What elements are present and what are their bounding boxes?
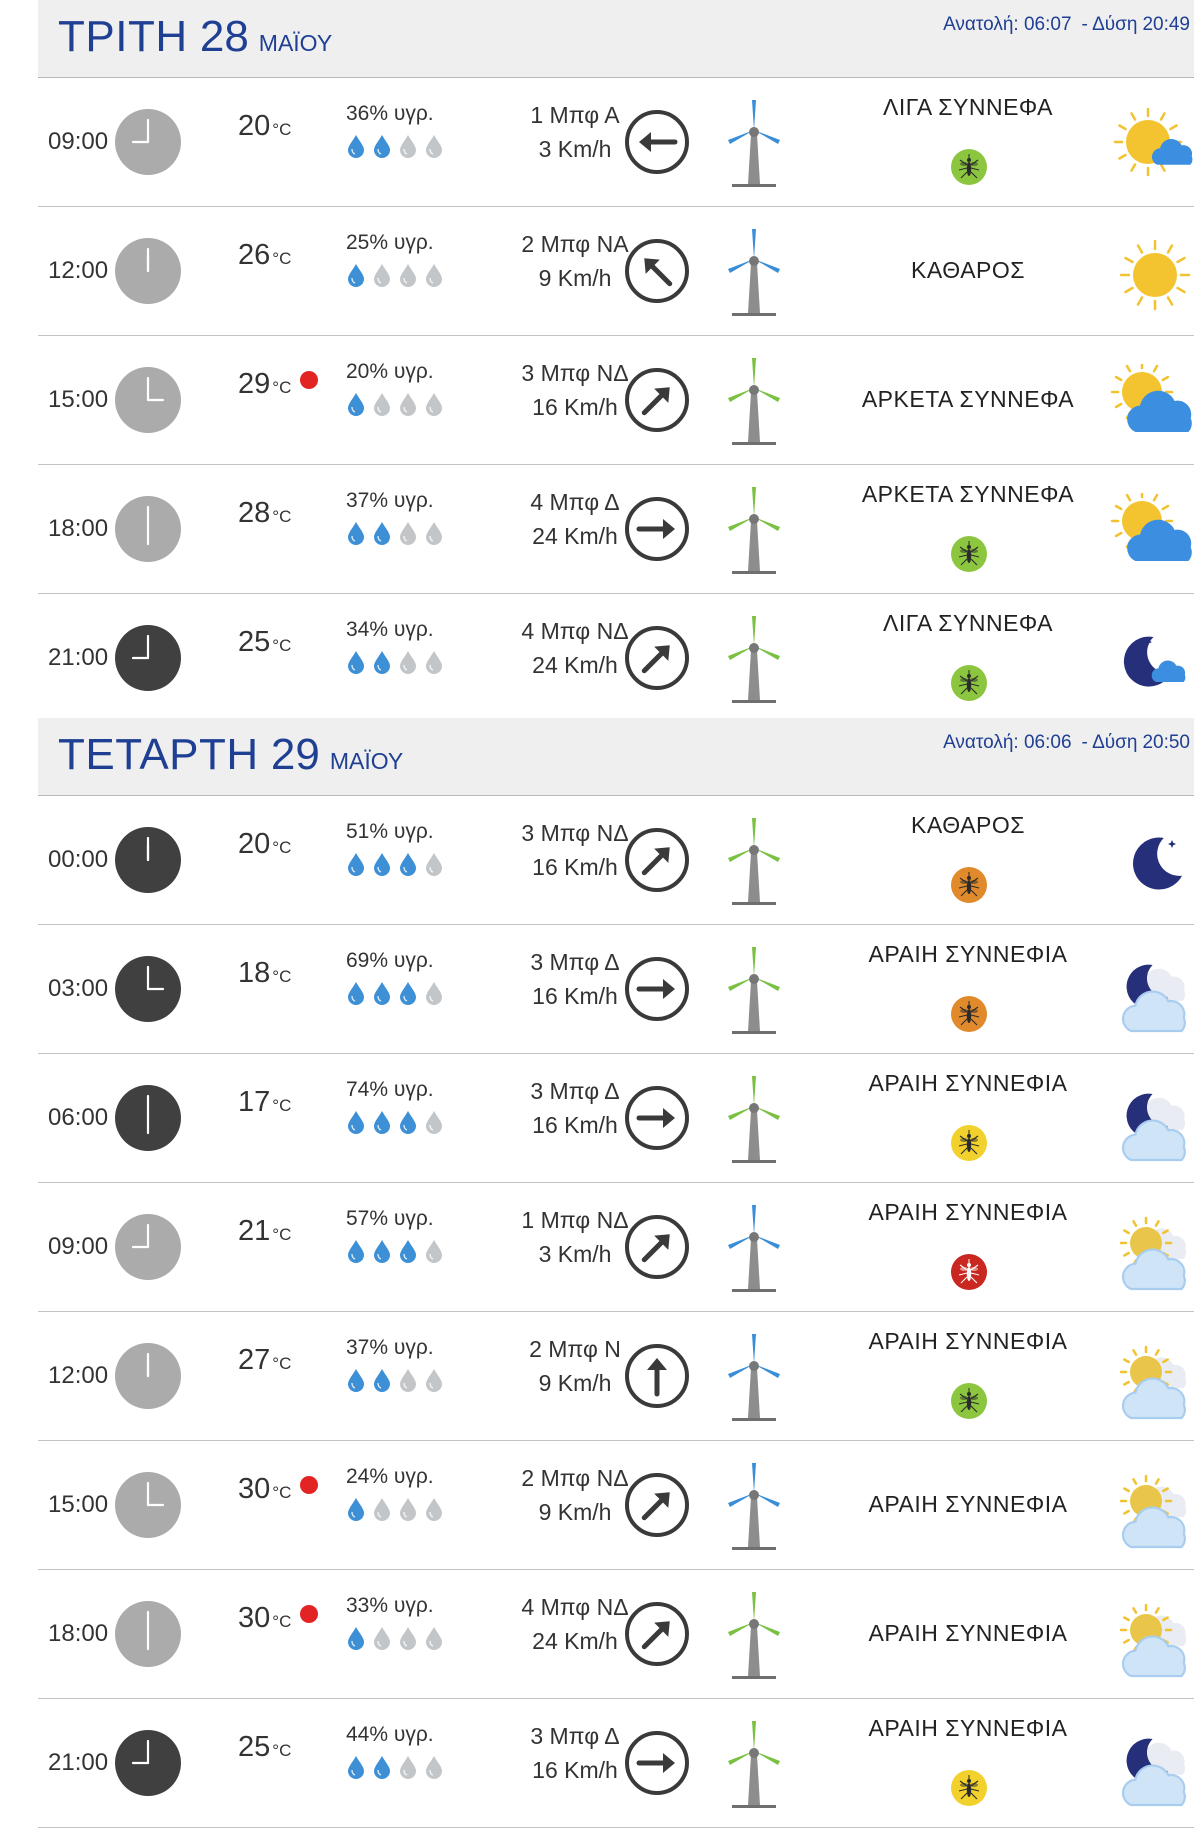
day-month: ΜΑΪΟΥ — [258, 30, 333, 56]
clock-icon — [114, 1342, 182, 1410]
wind-direction-arrow-icon — [623, 955, 691, 1023]
water-drop-icon — [346, 1368, 366, 1392]
temperature-value: 28 — [238, 497, 271, 529]
wind-speed: 24 Km/h — [532, 1628, 618, 1654]
humidity-text: 25% υγρ. — [346, 231, 434, 254]
moon-haze-cloud-icon — [1110, 1727, 1200, 1807]
water-drop-icon — [424, 263, 444, 287]
row-time: 21:00 — [48, 1749, 109, 1776]
water-drop-icon — [346, 521, 366, 545]
humidity-text: 44% υγρ. — [346, 1723, 434, 1746]
forecast-row[interactable] — [38, 207, 1194, 336]
humidity-text: 33% υγρ. — [346, 1594, 434, 1617]
humidity — [346, 949, 476, 1005]
row-time: 15:00 — [48, 386, 109, 413]
water-drop-icon — [424, 1368, 444, 1392]
clock-icon — [114, 366, 182, 434]
mosquito-icon — [950, 1124, 988, 1162]
humidity-text: 57% υγρ. — [346, 1207, 434, 1230]
wind-speed: 9 Km/h — [538, 265, 612, 291]
temperature — [238, 239, 291, 272]
wind-speed: 9 Km/h — [538, 1370, 612, 1396]
day-number: 28 — [199, 12, 249, 61]
forecast-row[interactable] — [38, 465, 1194, 594]
clock-icon — [114, 955, 182, 1023]
water-drop-icon — [372, 1368, 392, 1392]
mosquito-icon — [950, 866, 988, 904]
wind-beaufort: 4 Μπφ ΝΔ — [521, 1594, 629, 1620]
clock-icon — [114, 1729, 182, 1797]
wind-turbine-icon — [718, 225, 790, 319]
forecast-row[interactable] — [38, 925, 1194, 1054]
heat-alert-dot-icon — [300, 371, 318, 389]
humidity-text: 36% υγρ. — [346, 102, 434, 125]
sun-times — [943, 732, 1190, 754]
humidity-text: 74% υγρ. — [346, 1078, 434, 1101]
water-drop-icon — [398, 1368, 418, 1392]
mosquito-icon — [950, 1769, 988, 1807]
heat-alert-dot-icon — [300, 1605, 318, 1623]
row-time: 15:00 — [48, 1491, 109, 1518]
sun-times — [943, 14, 1190, 36]
temperature-unit: °C — [272, 838, 292, 857]
wind-turbine-icon — [718, 96, 790, 190]
water-drop-icon — [372, 1497, 392, 1521]
weather-description: ΑΡΑΙΗ ΣΥΝΝΕΦΙΑ — [868, 941, 1068, 967]
mosquito-icon — [950, 1382, 988, 1420]
temperature-unit: °C — [272, 1354, 292, 1373]
row-time: 00:00 — [48, 846, 109, 873]
day-title — [58, 730, 403, 780]
temperature — [238, 1344, 291, 1377]
water-drop-icon — [372, 263, 392, 287]
clock-icon — [114, 237, 182, 305]
wind-speed: 24 Km/h — [532, 523, 618, 549]
temperature — [238, 957, 291, 990]
humidity — [346, 1465, 476, 1521]
weather-description: ΑΡΑΙΗ ΣΥΝΝΕΦΙΑ — [868, 1199, 1068, 1225]
sunrise-label: Ανατολή: — [943, 732, 1019, 753]
sun-haze-cloud-icon — [1110, 1211, 1200, 1291]
temperature — [238, 497, 291, 530]
humidity — [346, 1078, 476, 1134]
temperature — [238, 1473, 291, 1506]
forecast-row[interactable] — [38, 1054, 1194, 1183]
day-header — [38, 718, 1194, 796]
water-drop-icon — [424, 134, 444, 158]
temperature-value: 17 — [238, 1086, 271, 1118]
wind-turbine-icon — [718, 1330, 790, 1424]
temperature-value: 20 — [238, 828, 271, 860]
humidity-drops — [346, 981, 476, 1005]
water-drop-icon — [424, 392, 444, 416]
moon-haze-cloud-icon — [1110, 1082, 1200, 1162]
mosquito-icon — [950, 664, 988, 702]
sun-haze-cloud-icon — [1110, 1598, 1200, 1678]
humidity-drops — [346, 1368, 476, 1392]
row-time: 18:00 — [48, 515, 109, 542]
water-drop-icon — [424, 1239, 444, 1263]
forecast-row[interactable] — [38, 1570, 1194, 1699]
humidity-drops — [346, 263, 476, 287]
wind-beaufort: 1 Μπφ ΝΔ — [521, 1207, 629, 1233]
humidity-text: 34% υγρ. — [346, 618, 434, 641]
weather-description: ΑΡΑΙΗ ΣΥΝΝΕΦΙΑ — [868, 1715, 1068, 1741]
temperature-value: 20 — [238, 110, 271, 142]
temperature-value: 27 — [238, 1344, 271, 1376]
wind-beaufort: 3 Μπφ ΝΔ — [521, 820, 629, 846]
forecast-row[interactable] — [38, 336, 1194, 465]
temperature-unit: °C — [272, 249, 292, 268]
water-drop-icon — [372, 1755, 392, 1779]
temperature-value: 30 — [238, 1602, 271, 1634]
water-drop-icon — [346, 981, 366, 1005]
temperature-unit: °C — [272, 1741, 292, 1760]
wind-direction-arrow-icon — [623, 237, 691, 305]
humidity-drops — [346, 1626, 476, 1650]
temperature-unit: °C — [272, 1096, 292, 1115]
humidity — [346, 820, 476, 876]
water-drop-icon — [346, 1755, 366, 1779]
clock-icon — [114, 1471, 182, 1539]
temperature-unit: °C — [272, 1225, 292, 1244]
humidity — [346, 618, 476, 674]
mosquito-icon — [950, 535, 988, 573]
wind-turbine-icon — [718, 814, 790, 908]
water-drop-icon — [346, 392, 366, 416]
clock-icon — [114, 108, 182, 176]
temperature-value: 30 — [238, 1473, 271, 1505]
row-time: 06:00 — [48, 1104, 109, 1131]
humidity-drops — [346, 1110, 476, 1134]
water-drop-icon — [372, 1239, 392, 1263]
humidity-drops — [346, 134, 476, 158]
wind-speed: 24 Km/h — [532, 652, 618, 678]
temperature-unit: °C — [272, 1483, 292, 1502]
water-drop-icon — [346, 1239, 366, 1263]
wind-direction-arrow-icon — [623, 624, 691, 692]
temperature-unit: °C — [272, 378, 292, 397]
humidity — [346, 1594, 476, 1650]
day-section — [38, 0, 1194, 723]
wind-beaufort: 4 Μπφ ΝΔ — [521, 618, 629, 644]
sun-big-cloud-icon — [1110, 493, 1200, 573]
wind-beaufort: 3 Μπφ Δ — [530, 1078, 620, 1104]
sun-haze-cloud-icon — [1110, 1469, 1200, 1549]
wind-direction-arrow-icon — [623, 1600, 691, 1668]
day-month: ΜΑΪΟΥ — [329, 748, 404, 774]
water-drop-icon — [372, 1110, 392, 1134]
wind-beaufort: 2 Μπφ ΝΔ — [521, 1465, 629, 1491]
day-number: 29 — [270, 730, 320, 779]
wind-turbine-icon — [718, 1588, 790, 1682]
water-drop-icon — [424, 1626, 444, 1650]
sun-icon — [1110, 235, 1200, 315]
water-drop-icon — [398, 1755, 418, 1779]
wind-turbine-icon — [718, 483, 790, 577]
weather-description: ΑΡΑΙΗ ΣΥΝΝΕΦΙΑ — [868, 1328, 1068, 1354]
humidity-text: 24% υγρ. — [346, 1465, 434, 1488]
water-drop-icon — [424, 650, 444, 674]
weather-description: ΑΡΑΙΗ ΣΥΝΝΕΦΙΑ — [868, 1620, 1068, 1646]
wind-direction-arrow-icon — [623, 1084, 691, 1152]
wind-direction-arrow-icon — [623, 826, 691, 894]
sunset-label: - Δύση — [1081, 732, 1138, 753]
sunset-label: - Δύση — [1081, 14, 1138, 35]
wind-speed: 16 Km/h — [532, 1757, 618, 1783]
temperature — [238, 110, 291, 143]
water-drop-icon — [424, 1755, 444, 1779]
heat-alert-dot-icon — [300, 1476, 318, 1494]
water-drop-icon — [372, 650, 392, 674]
water-drop-icon — [372, 521, 392, 545]
water-drop-icon — [372, 852, 392, 876]
humidity — [346, 231, 476, 287]
clock-icon — [114, 495, 182, 563]
row-time: 12:00 — [48, 1362, 109, 1389]
humidity-drops — [346, 650, 476, 674]
temperature-unit: °C — [272, 507, 292, 526]
wind-speed: 16 Km/h — [532, 394, 618, 420]
wind-beaufort: 2 Μπφ ΝΑ — [521, 231, 629, 257]
clock-icon — [114, 1213, 182, 1281]
forecast-row[interactable] — [38, 594, 1194, 723]
wind-direction-arrow-icon — [623, 1729, 691, 1797]
water-drop-icon — [424, 981, 444, 1005]
sun-big-cloud-icon — [1110, 364, 1200, 444]
temperature-value: 25 — [238, 626, 271, 658]
clock-icon — [114, 1084, 182, 1152]
wind-turbine-icon — [718, 1201, 790, 1295]
temperature-unit: °C — [272, 967, 292, 986]
day-header — [38, 0, 1194, 78]
humidity-drops — [346, 1239, 476, 1263]
wind-turbine-icon — [718, 612, 790, 706]
row-time: 09:00 — [48, 128, 109, 155]
humidity-text: 69% υγρ. — [346, 949, 434, 972]
wind-turbine-icon — [718, 943, 790, 1037]
water-drop-icon — [372, 1626, 392, 1650]
wind-direction-arrow-icon — [623, 1471, 691, 1539]
humidity — [346, 1723, 476, 1779]
wind-beaufort: 2 Μπφ Ν — [529, 1336, 621, 1362]
wind-beaufort: 1 Μπφ Α — [530, 102, 620, 128]
wind-speed: 16 Km/h — [532, 1112, 618, 1138]
forecast-row[interactable] — [38, 1183, 1194, 1312]
humidity-drops — [346, 392, 476, 416]
day-weekday: ΤΕΤΑΡΤΗ — [58, 730, 259, 779]
wind-direction-arrow-icon — [623, 1342, 691, 1410]
temperature — [238, 1731, 291, 1764]
moon-haze-cloud-icon — [1110, 953, 1200, 1033]
wind-direction-arrow-icon — [623, 495, 691, 563]
water-drop-icon — [398, 263, 418, 287]
wind-speed: 16 Km/h — [532, 854, 618, 880]
wind-beaufort: 4 Μπφ Δ — [530, 489, 620, 515]
water-drop-icon — [346, 852, 366, 876]
wind-speed: 3 Km/h — [538, 1241, 612, 1267]
temperature-unit: °C — [272, 1612, 292, 1631]
humidity — [346, 489, 476, 545]
temperature-value: 29 — [238, 368, 271, 400]
water-drop-icon — [346, 1626, 366, 1650]
wind-beaufort: 3 Μπφ Δ — [530, 949, 620, 975]
wind-speed: 3 Km/h — [538, 136, 612, 162]
humidity-drops — [346, 1497, 476, 1521]
weather-description: ΚΑΘΑΡΟΣ — [911, 257, 1025, 283]
row-time: 12:00 — [48, 257, 109, 284]
humidity-drops — [346, 1755, 476, 1779]
wind-speed: 16 Km/h — [532, 983, 618, 1009]
humidity-text: 20% υγρ. — [346, 360, 434, 383]
humidity-drops — [346, 852, 476, 876]
humidity — [346, 102, 476, 158]
wind-turbine-icon — [718, 1459, 790, 1553]
weather-description: ΚΑΘΑΡΟΣ — [911, 812, 1025, 838]
wind-turbine-icon — [718, 1072, 790, 1166]
wind-beaufort: 3 Μπφ Δ — [530, 1723, 620, 1749]
humidity-text: 37% υγρ. — [346, 489, 434, 512]
day-weekday: ΤΡΙΤΗ — [58, 12, 188, 61]
water-drop-icon — [424, 521, 444, 545]
water-drop-icon — [424, 852, 444, 876]
mosquito-icon — [950, 1253, 988, 1291]
row-time: 21:00 — [48, 644, 109, 671]
temperature — [238, 828, 291, 861]
sunrise-label: Ανατολή: — [943, 14, 1019, 35]
water-drop-icon — [346, 134, 366, 158]
wind-direction-arrow-icon — [623, 108, 691, 176]
mosquito-icon — [950, 995, 988, 1033]
forecast-row[interactable] — [38, 1699, 1194, 1828]
forecast-row[interactable] — [38, 796, 1194, 925]
water-drop-icon — [398, 852, 418, 876]
water-drop-icon — [372, 392, 392, 416]
water-drop-icon — [398, 981, 418, 1005]
temperature-value: 18 — [238, 957, 271, 989]
temperature-value: 21 — [238, 1215, 271, 1247]
wind-beaufort: 3 Μπφ ΝΔ — [521, 360, 629, 386]
wind-speed: 9 Km/h — [538, 1499, 612, 1525]
sun-haze-cloud-icon — [1110, 1340, 1200, 1420]
clock-icon — [114, 1600, 182, 1668]
water-drop-icon — [398, 1110, 418, 1134]
weather-description: ΑΡΑΙΗ ΣΥΝΝΕΦΙΑ — [868, 1491, 1068, 1517]
forecast-row[interactable] — [38, 1441, 1194, 1570]
water-drop-icon — [424, 1497, 444, 1521]
water-drop-icon — [398, 392, 418, 416]
temperature-unit: °C — [272, 120, 292, 139]
temperature-unit: °C — [272, 636, 292, 655]
sunrise-time: 06:06 — [1023, 732, 1072, 753]
sunset-time: 20:50 — [1142, 732, 1190, 753]
temperature-value: 26 — [238, 239, 271, 271]
forecast-row[interactable] — [38, 1312, 1194, 1441]
temperature — [238, 1215, 291, 1248]
humidity — [346, 360, 476, 416]
humidity — [346, 1336, 476, 1392]
temperature — [238, 368, 291, 401]
water-drop-icon — [398, 1626, 418, 1650]
clock-icon — [114, 826, 182, 894]
day-title — [58, 12, 332, 62]
weather-description: ΛΙΓΑ ΣΥΝΝΕΦΑ — [883, 94, 1053, 120]
humidity — [346, 1207, 476, 1263]
humidity-text: 37% υγρ. — [346, 1336, 434, 1359]
water-drop-icon — [372, 134, 392, 158]
water-drop-icon — [398, 650, 418, 674]
weather-description: ΑΡΑΙΗ ΣΥΝΝΕΦΙΑ — [868, 1070, 1068, 1096]
day-section — [38, 718, 1194, 1828]
temperature — [238, 626, 291, 659]
water-drop-icon — [346, 1110, 366, 1134]
weather-description: ΑΡΚΕΤΑ ΣΥΝΝΕΦΑ — [861, 386, 1075, 412]
wind-direction-arrow-icon — [623, 1213, 691, 1281]
row-time: 03:00 — [48, 975, 109, 1002]
water-drop-icon — [398, 1239, 418, 1263]
wind-direction-arrow-icon — [623, 366, 691, 434]
sun-cloud-icon — [1110, 106, 1200, 186]
water-drop-icon — [398, 521, 418, 545]
water-drop-icon — [346, 263, 366, 287]
water-drop-icon — [398, 134, 418, 158]
moon-icon — [1110, 824, 1200, 904]
weather-description: ΛΙΓΑ ΣΥΝΝΕΦΑ — [883, 610, 1053, 636]
water-drop-icon — [372, 981, 392, 1005]
sunrise-time: 06:07 — [1023, 14, 1072, 35]
wind-turbine-icon — [718, 354, 790, 448]
water-drop-icon — [398, 1497, 418, 1521]
temperature — [238, 1086, 291, 1119]
weather-description: ΑΡΚΕΤΑ ΣΥΝΝΕΦΑ — [861, 481, 1075, 507]
wind-turbine-icon — [718, 1717, 790, 1811]
water-drop-icon — [346, 1497, 366, 1521]
humidity-drops — [346, 521, 476, 545]
row-time: 09:00 — [48, 1233, 109, 1260]
sunset-time: 20:49 — [1142, 14, 1190, 35]
water-drop-icon — [346, 650, 366, 674]
clock-icon — [114, 624, 182, 692]
row-time: 18:00 — [48, 1620, 109, 1647]
water-drop-icon — [424, 1110, 444, 1134]
mosquito-icon — [950, 148, 988, 186]
forecast-row[interactable] — [38, 78, 1194, 207]
temperature — [238, 1602, 291, 1635]
humidity-text: 51% υγρ. — [346, 820, 434, 843]
moon-cloud-icon — [1110, 622, 1200, 702]
temperature-value: 25 — [238, 1731, 271, 1763]
